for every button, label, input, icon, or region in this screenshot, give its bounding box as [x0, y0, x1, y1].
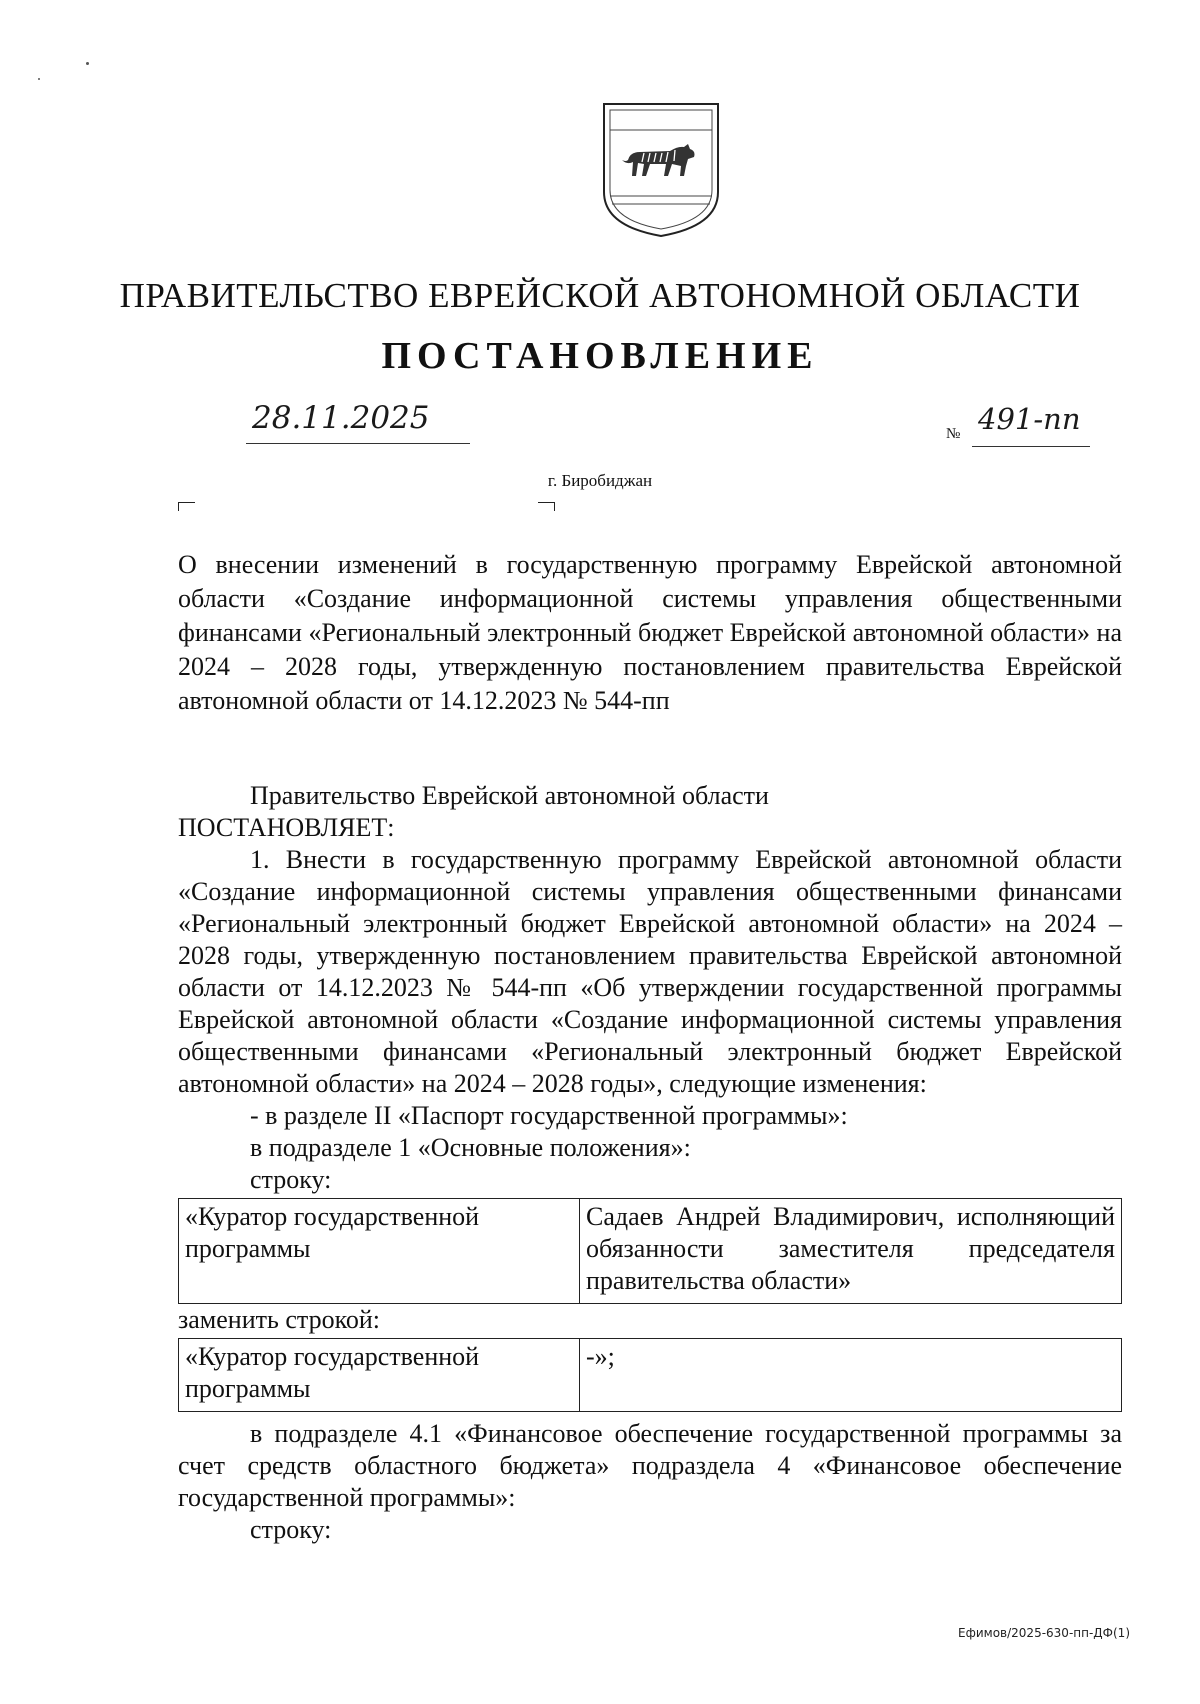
handwritten-number: 491-пп: [978, 402, 1081, 436]
table-cell-label: «Куратор государственной программы: [179, 1339, 580, 1412]
coat-of-arms-emblem: [600, 100, 722, 240]
replace-label: заменить строкой:: [178, 1305, 381, 1334]
subject-bracket-left: [178, 502, 195, 511]
number-sign: №: [946, 426, 961, 442]
table-cell-label: «Куратор государственной программы: [179, 1199, 580, 1304]
city-name: г. Биробиджан: [547, 471, 653, 490]
table-row: [179, 1199, 1122, 1304]
document-type-heading: ПОСТАНОВЛЕНИЕ: [381, 335, 819, 377]
intro-line: Правительство Еврейской автономной области: [250, 781, 769, 810]
new-row-table: [178, 1338, 1122, 1412]
old-row-table: [178, 1198, 1122, 1304]
document-code: Ефимов/2025-630-пп-ДФ(1): [958, 1626, 1130, 1640]
row-label-2: строку:: [250, 1515, 332, 1544]
table-cell-value: -»;: [580, 1339, 1122, 1412]
item-1-paragraph: 1. Внести в государственную программу Еврейской автономной области «Создание информационной системы управления общественными финансами «Региональный электронный бюджет Еврейской автономной области» на 2024 – 2028 годы, утвержденную постановлением правительства Еврейской автономной области от 14.12.2023 № 544-пп «Об утверждении государственной программы Еврейской автономной области «Создание информационной системы управления общественными финансами «Региональный электронный бюджет Еврейской автономной области» на 2024 – 2028 годы», следующие изменения:: [178, 845, 1122, 1098]
table-row: [179, 1339, 1122, 1412]
subject-bracket-right: [538, 502, 555, 511]
handwritten-date: 28.11.2025: [252, 400, 430, 436]
document-subject: О внесении изменений в государственную программу Еврейской автономной области «Создание информационной системы управления общественными финансами «Региональный электронный бюджет Еврейской автономной области» на 2024 – 2028 годы, утвержденную постановлением правительства Еврейской автономной области от 14.12.2023 № 544-пп: [178, 550, 1122, 715]
number-underline: [972, 446, 1090, 447]
table-cell-value: Садаев Андрей Владимирович, исполняющий обязанности заместителя председателя правительства области»: [580, 1199, 1122, 1304]
subsection-1-line: в подразделе 1 «Основные положения»:: [250, 1133, 691, 1162]
row-label: строку:: [250, 1165, 332, 1194]
date-underline: [246, 443, 470, 444]
government-title: ПРАВИТЕЛЬСТВО ЕВРЕЙСКОЙ АВТОНОМНОЙ ОБЛАСТИ: [119, 276, 1081, 315]
resolves-line: ПОСТАНОВЛЯЕТ:: [178, 813, 395, 842]
subsection-4-1-paragraph: в подразделе 4.1 «Финансовое обеспечение государственной программы за счет средств областного бюджета» подраздела 4 «Финансовое обеспечение государственной программы»:: [178, 1419, 1122, 1512]
document-body: [178, 780, 1122, 1546]
section-ii-line: - в разделе II «Паспорт государственной программы»:: [250, 1101, 848, 1130]
